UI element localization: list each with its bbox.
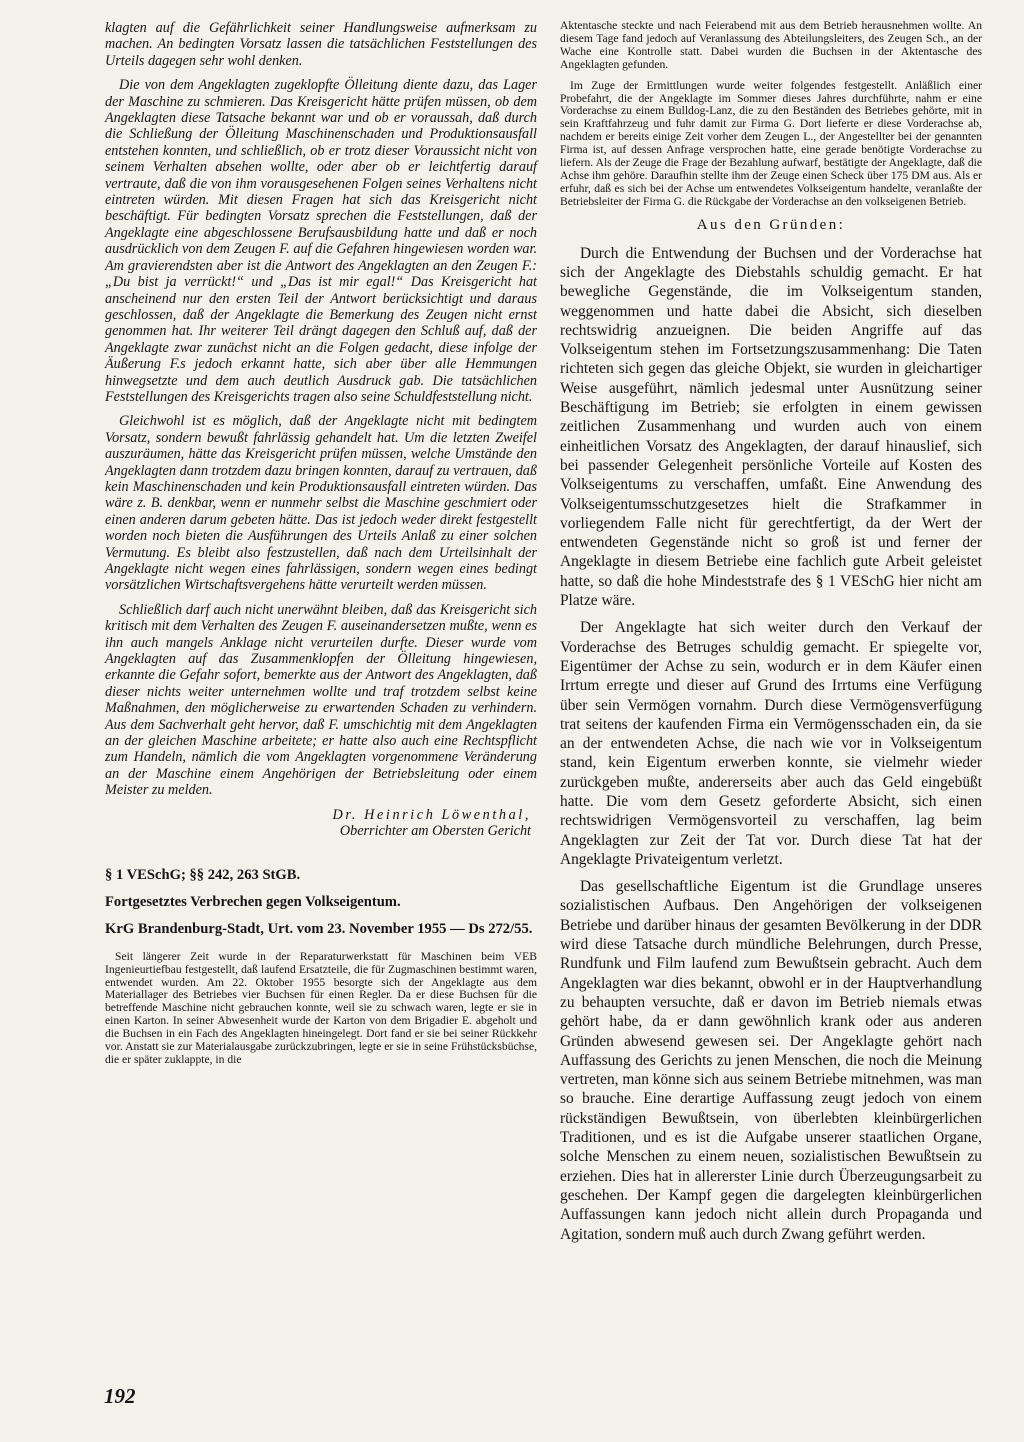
case-header xyxy=(105,866,537,939)
paragraph: Durch die Entwendung der Buchsen und der Vorderachse hat sich der Angeklagte des Diebstahls schuldig gemacht. Er hat bewegliche Gegenstände, die im Volkseigentum standen, weggenommen und hatte dabei die Absicht, sich dieselben rechtswidrig anzueignen. Die beiden Angriffe auf das Volkseigentum stehen im Fortsetzungszusammenhang: Die Taten richteten sich gegen das gleiche Objekt, sie wurden in gleichartiger Weise ausgeführt, nämlich jedesmal unter Ausnützung seiner Beschäftigung im Betrieb; sie erfolgten in einem gewissen zeitlichen Zusammenhang und wurden auch von einem einheitlichen Vorsatz des Angeklagten, der darauf hinauslief, sich bei passender Gelegenheit persönliche Vorteile auf Kosten des Volkseigentums zu verschaffen, umfaßt. Eine Anwendung des Volkseigentumsschutzgesetzes hielt die Strafkammer in vorliegendem Falle nicht für gerechtfertigt, da der Wert der entwendeten Gegenstände nicht so groß ist und ferner der Angeklagte in diesem Betriebe eine fachlich gute Arbeit geleistet hatte, so daß die hohe Mindeststrafe des § 1 VESchG hier nicht am Platze wäre. xyxy=(560,244,982,610)
left-column xyxy=(105,20,537,1075)
facts-summary xyxy=(105,951,537,1067)
author-title: Oberrichter am Obersten Gericht xyxy=(339,823,531,840)
paragraph: Seit längerer Zeit wurde in der Reparaturwerkstatt für Maschinen beim VEB Ingenieurtiefbau festgestellt, daß laufend Ersatzteile, die für Zugmaschinen bestimmt waren, entwendet wurden. Am 22. Oktober 1955 besorgte sich der Angeklagte aus dem Materiallager des Betriebes vier Buchsen für einen Regler. Da er diese Buchsen für die betreffende Maschine nicht gebrauchen konnte, weil sie zu schwach waren, legte er sie in einen Karton. In seiner Abwesenheit wurde der Karton von dem Brigadier E. abgeholt und die Buchsen in ein Fach des Angeklagten hineingelegt. Dort fand er sie bei seiner Rückkehr vor. Anstatt sie zur Materialausgabe zurückzubringen, legte er sie in seine Frühstücksbüchse, die er später zuklappte, in die xyxy=(105,949,537,1066)
author-name: Dr. Heinrich Löwenthal, xyxy=(332,806,531,823)
page-number: 192 xyxy=(104,1384,136,1408)
signature-block xyxy=(105,807,531,840)
section-heading: Aus den Gründen: xyxy=(696,216,846,233)
court-reference: KrG Brandenburg-Stadt, Urt. vom 23. November 1955 — Ds 272/55. xyxy=(105,920,533,937)
paragraph: Das gesellschaftliche Eigentum ist die Grundlage unseres sozialistischen Aufbaus. Den Angehörigen der volkseigenen Betriebe und darüber hinaus der gesamten Bevölkerung in der DDR wird diese Tatsache durch mündliche Belehrungen, durch Presse, Rundfunk und Film laufend zum Bewußtsein gebracht. Auch dem Angeklagten war dies bekannt, obwohl er in der Hauptverhandlung zu behaupten versuchte, daß er davon im Betrieb niemals etwas gehört habe, da er dann gewöhnlich krank oder aus anderen Gründen abwesend gewesen sei. Der Angeklagte gehört nach Auffassung des Gerichts zu jenen Menschen, die noch die Meinung vertreten, man könne sich aus seinem Betriebe mitnehmen, was man so brauche. Eine derartige Auffassung zeugt jedoch von einem rückständigen Bewußtsein, von überlebten kleinbürgerlichen Traditionen, und es ist die Aufgabe unserer staatlichen Organe, solche Menschen zu einem neuen, sozialistischen Bewußtsein zu erziehen. Dies hat in allererster Linie durch Überzeugungsarbeit zu geschehen. Der Kampf gegen die dargelegten kleinbürgerlichen Auffassungen kann jedoch nicht allein durch Propaganda und Agitation, sondern muß auch durch Zwang geführt werden. xyxy=(560,878,982,1243)
paragraph: Aktentasche steckte und nach Feierabend mit aus dem Betrieb herausnehmen wollte. An diesem Tage fand jedoch auf Veranlassung des Abteilungsleiters, des Zeugen Sch., an der Wache eine Kontrolle statt. Dabei wurden die Buchsen in der Aktentasche des Angeklagten gefunden. xyxy=(560,19,982,71)
paragraph: Gleichwohl ist es möglich, daß der Angeklagte nicht mit bedingtem Vorsatz, sondern bewußt fahrlässig gehandelt hat. Um die letzten Zweifel auszuräumen, hätte das Kreisgericht prüfen müssen, welche Umstände den Angeklagten dann trotzdem dazu bringen konnten, darauf zu vertrauen, daß kein Maschinenschaden und kein Produktionsausfall eintreten würden. Das wäre z. B. denkbar, wenn er nunmehr selbst die Maschine geschmiert oder einen anderen darum gebeten hätte. Das ist jedoch weder direkt festgestellt worden noch bieten die Ausführungen des Urteils Anlaß zu einer solchen Vermutung. Es bleibt also festzustellen, daß nach dem Urteilsinhalt der Angeklagte nicht wegen eines fahrlässigen, sondern wegen eines bedingt vorsätzlichen Wirtschaftsvergehens hätte verurteilt werden müssen. xyxy=(105,413,537,594)
right-column xyxy=(560,20,982,1252)
facts-summary-continued xyxy=(560,20,982,209)
law-reference: § 1 VESchG; §§ 242, 263 StGB. xyxy=(105,866,301,883)
paragraph: klagten auf die Gefährlichkeit seiner Handlungsweise aufmerksam zu machen. An bedingten Vorsatz lassen die tatsächlichen Feststellungen des Urteils dagegen sehr wohl denken. xyxy=(105,20,537,69)
commentary-text xyxy=(105,20,537,799)
reasons-text xyxy=(560,244,982,1244)
paragraph: Im Zuge der Ermittlungen wurde weiter folgendes festgestellt. Anläßlich einer Probefahrt, die der Angeklagte im Sommer dieses Jahres durchführte, nahm er eine Vorderachse zu einem Bulldog-Lanz, die zu den Beständen des Betriebes gehörte, mit in sein Kraftfahrzeug und fuhr damit zur Firma G. Dort lieferte er diese Vorderachse ab, nachdem er bereits einige Zeit vorher dem Zeugen L., der Angestellter bei der genannten Firma ist, auf dessen Anfrage versprochen hatte, eine gerade benötigte Vorderachse zu liefern. Als der Zeuge die Frage der Bezahlung aufwarf, bestätigte der Angeklagte, daß die Achse ihm gehöre. Daraufhin stellte ihm der Zeuge einen Scheck über 175 DM aus. Als er erfuhr, daß es sich bei der Achse um entwendetes Volkseigentum handelte, veranlaßte der Betriebsleiter der Firma G. die Rückgabe der Vorderachse an den volkseigenen Betrieb. xyxy=(560,78,982,208)
paragraph: Die von dem Angeklagten zugeklopfte Ölleitung diente dazu, das Lager der Maschine zu schmieren. Das Kreisgericht hätte prüfen müssen, ob dem Angeklagten diese Tatsache bekannt war und ob er voraussah, daß durch die Schließung der Ölleitung Maschinenschaden und Produktionsausfall entstehen konnten, und schließlich, ob er trotz dieser Voraussicht nicht von seinem Verhalten absehen wollte, oder aber ob er leichtfertig darauf vertraute, daß die von ihm vorausgesehenen Folgen seines Verhaltens nicht eintreten würden. Mit diesen Fragen hat sich das Kreisgericht nicht beschäftigt. Für bedingten Vorsatz sprechen die Feststellungen, daß der Angeklagte eine abgeschlossene Berufsausbildung hatte und daß er noch ausdrücklich von dem Zeugen F. auf die Gefahren hingewiesen worden war. Am gravierendsten aber ist die Antwort des Angeklagten an den Zeugen F.: „Du bist ja verrückt!“ und „Das ist mir egal!“ Das Kreisgericht hat anscheinend nur den ersten Teil der Antwort berücksichtigt und daraus geschlossen, daß der Angeklagte die Bemerkung des Zeugen nicht ernst genommen hat. Ihr weiterer Teil drängt dagegen den Schluß auf, daß der Angeklagte zwar zunächst nicht an die Folgen gedacht, diese infolge der Äußerung F.s jedoch erkannt hatte, sich aber über alle Hemmungen hinwegsetzte und dem auch deutlich Ausdruck gab. Die tatsächlichen Feststellungen des Kreisgerichts tragen also seine Schuldfeststellung nicht. xyxy=(105,77,537,405)
paragraph: Der Angeklagte hat sich weiter durch den Verkauf der Vorderachse des Betruges schuldig gemacht. Er spiegelte vor, Eigentümer der Achse zu sein, wodurch er in dem Käufer einen Irrtum erregte und dieser auf Grund des Irrtums eine Verfügung über sein Vermögen vornahm. Durch diese Vermögensverfügung trat seitens der kaufenden Firma ein Vermögensschaden ein, da sie an der entwendeten Achse, die nach wie vor in Volkseigentum stand, kein Eigentum erwerben konnte, sie vielmehr wieder zurückgeben mußte, andererseits aber auch das Geld eingebüßt hatte. Die vom dem Gesetz geforderte Absicht, sich einen rechtswidrigen Vermögensvorteil zu verschaffen, lag beim Angeklagten zur Zeit der Tat vor. Durch diese Tat hat der Angeklagte Privateigentum verletzt. xyxy=(560,619,982,868)
paragraph: Schließlich darf auch nicht unerwähnt bleiben, daß das Kreisgericht sich kritisch mit dem Verhalten des Zeugen F. auseinandersetzen mußte, wenn es ihn auch mangels Anklage nicht verurteilen durfte. Dieser wurde vom Angeklagten auf das Zusammenklopfen der Ölleitung hingewiesen, erkannte die Gefahr sofort, bemerkte aus der Antwort des Angeklagten, daß dieser nichts weiter unternehmen wollte und traf trotzdem selbst keine Maßnahmen, den möglicherweise zu erwartenden Schaden zu verhindern. Aus dem Sachverhalt geht hervor, daß F. umschichtig mit dem Angeklagten an der gleichen Maschine arbeitete; er hatte also auch eine Rechtspflicht zum Handeln, nämlich die vom Angeklagten vorgenommene Veränderung an der Maschine einem Angehörigen der Betriebsleitung oder einem Meister zu melden. xyxy=(105,601,537,799)
case-title: Fortgesetztes Verbrechen gegen Volkseigentum. xyxy=(105,893,401,910)
